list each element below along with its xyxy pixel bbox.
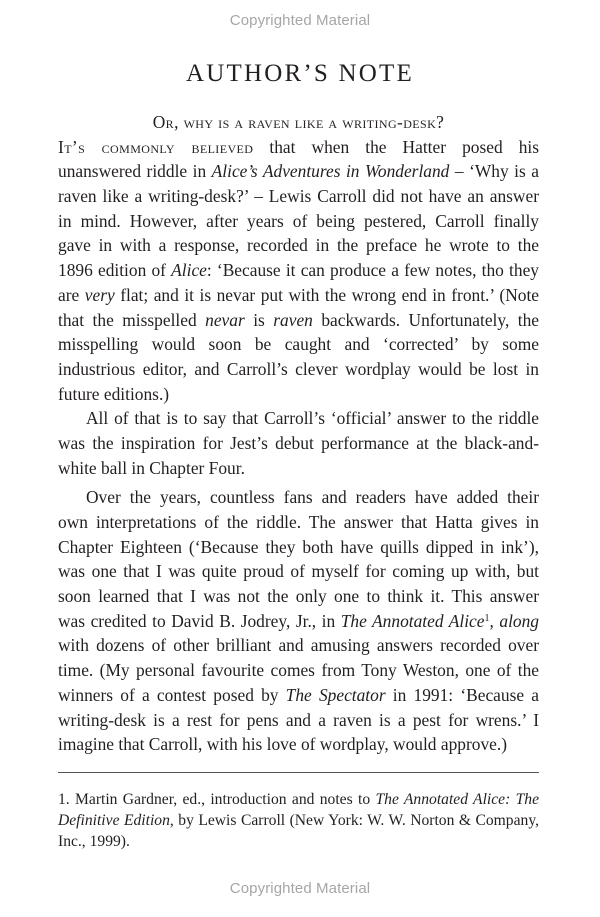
emphasis: raven [273, 309, 313, 330]
paragraph-1-line: are very flat; and it is nevar put with the wrong end in front.’ (Note [58, 284, 539, 305]
book-title: Alice’s Adventures in Wonderland [211, 161, 450, 182]
paragraph-3-line: was one that I was quite proud of myself for coming up with, but [58, 561, 539, 582]
paragraph-2-line: All of that is to say that Carroll’s ‘official’ answer to the riddle [86, 408, 539, 429]
paragraph-3-line: soon learned that I was not the only one to think it. This answer [58, 586, 539, 607]
paragraph-3-line: Chapter Eighteen (‘Because they both have quills dipped in ink’), [58, 536, 539, 557]
body-text [58, 110, 539, 757]
paragraph-3-line: was credited to David B. Jodrey, Jr., in The Annotated Alice$^1$, along [58, 610, 540, 631]
paragraph-1-line: unanswered riddle in Alice’s Adventures in Wonderland – ‘Why is a [58, 161, 539, 182]
paragraph-1-line: 1896 edition of Alice: ‘Because it can produce a few notes, tho they [58, 260, 539, 281]
book-title: Alice [171, 260, 207, 281]
paragraph-2-line: was the inspiration for Jest’s debut performance at the black-and- [58, 432, 539, 453]
paragraph-3-line: imagine that Carroll, with his love of wordplay, would approve.) [58, 734, 507, 755]
paragraph-1-line: gave in with a response, recorded in the preface he wrote to the [58, 235, 539, 256]
paragraph-3-line: Over the years, countless fans and readers have added their [86, 487, 539, 508]
footnote-divider [58, 772, 539, 773]
footnote [58, 789, 539, 853]
subtitle: Or, why is a raven like a writing-desk? [152, 112, 445, 132]
copyright-watermark-bottom: Copyrighted Material [229, 880, 371, 897]
footnote-line: Definitive Edition, by Lewis Carroll (New York: W. W. Norton & Company, [58, 812, 539, 830]
publication-title: The Spectator [285, 684, 386, 705]
emphasis: very [84, 284, 115, 305]
paragraph-1-line: that the misspelled nevar is raven backwards. Unfortunately, the [58, 309, 540, 330]
paragraph-2-line: white ball in Chapter Four. [58, 457, 245, 478]
paragraph-1-line: misspelling would soon be caught and ‘corrected’ by some [58, 334, 539, 355]
paragraph-1-line: raven like a writing-desk?’ – Lewis Carroll did not have an answer [58, 186, 539, 207]
footnote-marker: 1 [484, 612, 490, 624]
book-title: The Annotated Alice [340, 610, 485, 631]
footnote-line: 1. Martin Gardner, ed., introduction and notes to The Annotated Alice: The [58, 791, 540, 808]
emphasis: nevar [205, 309, 245, 330]
paragraph-3-line: with dozens of other brilliant and amusing answers recorded over [58, 635, 539, 656]
paragraph-1-line: industrious editor, and Carroll’s clever wordplay would be lost in [58, 358, 539, 379]
paragraph-3-line: own interpretations of the riddle. The answer that Hatta gives in [58, 512, 539, 532]
book-title: The Annotated Alice: The [375, 791, 540, 808]
footnote-line: Inc., 1999). [58, 833, 130, 851]
paragraph-3-line: writing-desk is a rest for pens and a raven is a pest for wrens.’ I [58, 709, 539, 730]
paragraph-1-line: in mind. However, after years of being pestered, Carroll finally [58, 210, 539, 231]
paragraph-3-line: time. (My personal favourite comes from Tony Weston, one of the [58, 660, 539, 681]
copyright-watermark-top: Copyrighted Material [229, 12, 371, 29]
book-title: Definitive Edition [58, 812, 170, 830]
paragraph-3-line: winners of a contest posed by The Spectator in 1991: ‘Because a [58, 684, 539, 705]
paragraph-1-line: future editions.) [58, 383, 170, 404]
paragraph-1-line: It’s commonly believed that when the Hatter posed his [58, 136, 539, 157]
page-title: AUTHOR’S NOTE [186, 60, 414, 87]
